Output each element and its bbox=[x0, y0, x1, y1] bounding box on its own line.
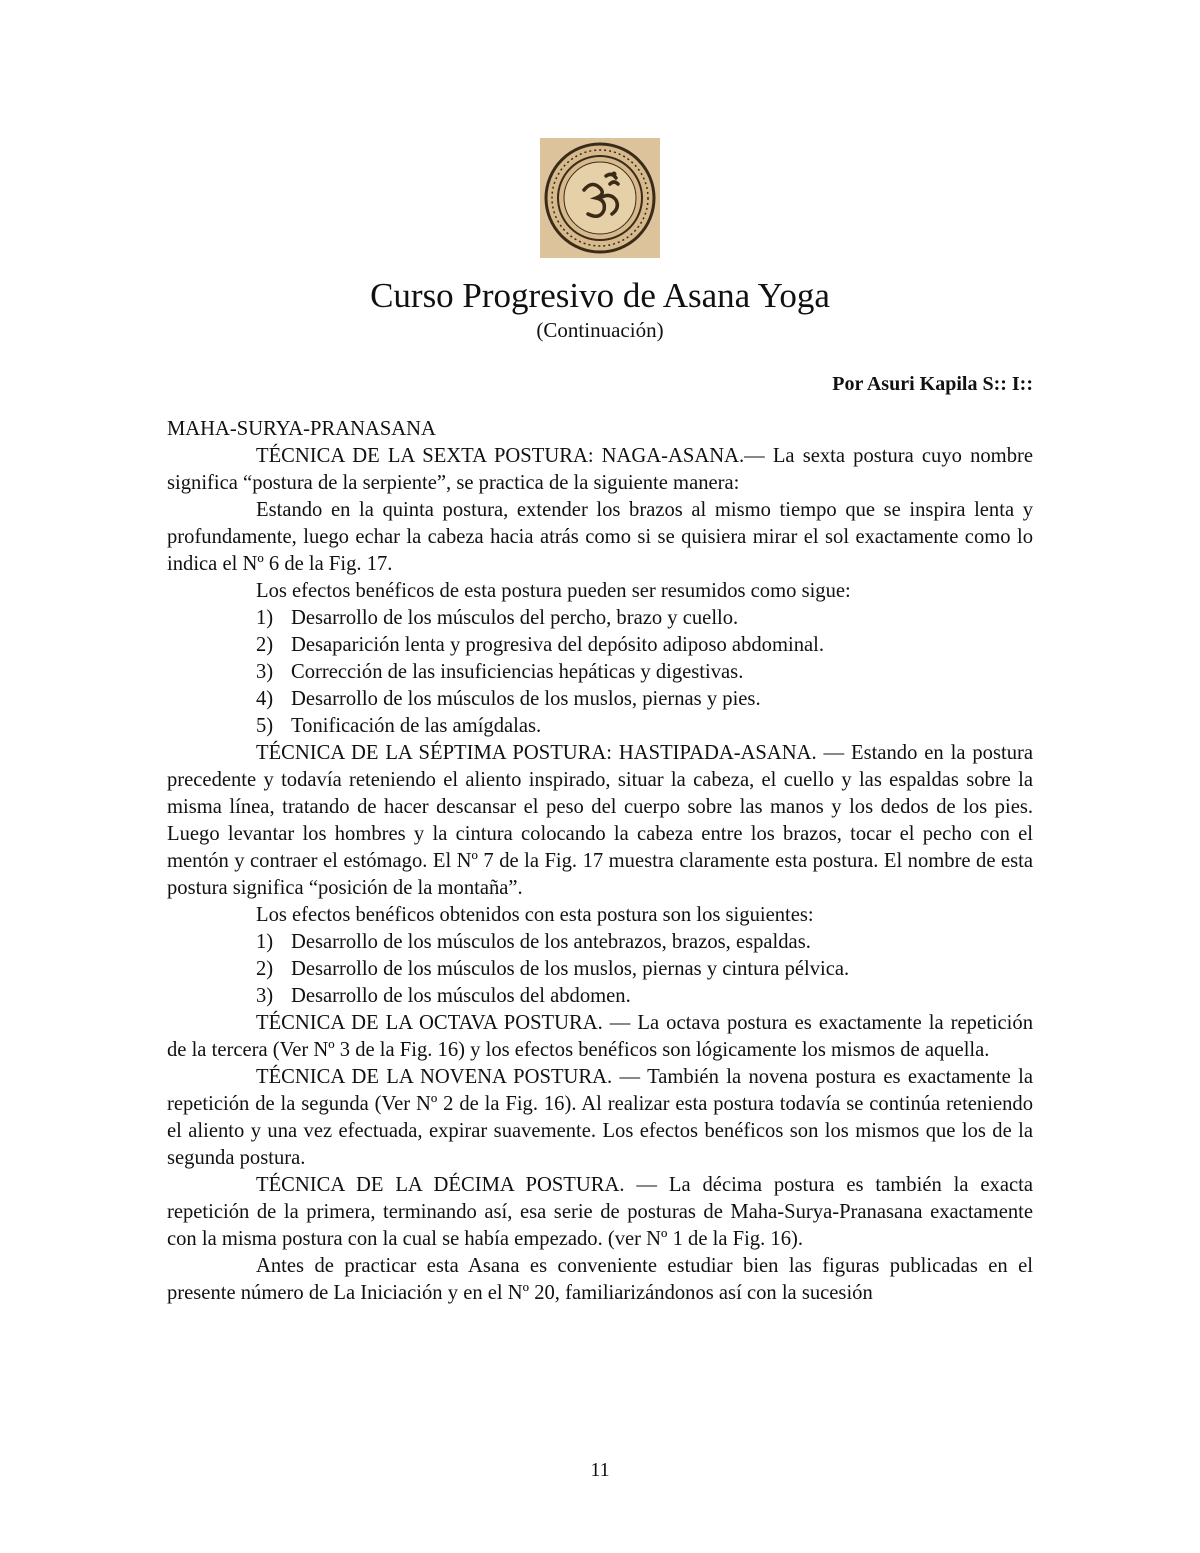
article-body bbox=[167, 416, 1033, 1307]
list-number: 3) bbox=[256, 985, 274, 1007]
author-line: Por Asuri Kapila S:: I:: bbox=[832, 373, 1033, 395]
om-seal-icon bbox=[540, 138, 660, 258]
paragraph: Antes de practicar esta Asana es conveniente estudiar bien las figuras publicadas en el presente número de La Iniciación y en el Nº 20, familiarizándonos así con la sucesión bbox=[167, 1255, 1033, 1304]
list-number: 1) bbox=[256, 931, 274, 953]
list-item bbox=[167, 713, 1033, 740]
list-item bbox=[167, 659, 1033, 686]
list-item bbox=[167, 632, 1033, 659]
list-item bbox=[167, 983, 1033, 1010]
list-item bbox=[167, 956, 1033, 983]
list-number: 5) bbox=[256, 715, 274, 737]
list-text: Desarrollo de los músculos del percho, brazo y cuello. bbox=[291, 607, 739, 629]
paragraph: Estando en la quinta postura, extender los brazos al mismo tiempo que se inspira lenta y profundamente, luego echar la cabeza hacia atrás como si se quisiera mirar el sol exactamente como lo indica el Nº 6 de la Fig. 17. bbox=[167, 499, 1033, 575]
list-number: 1) bbox=[256, 607, 274, 629]
list-text: Desarrollo de los músculos de los muslos, piernas y pies. bbox=[291, 688, 761, 710]
list-text: Desarrollo de los músculos de los antebrazos, brazos, espaldas. bbox=[291, 931, 811, 953]
paragraph: TÉCNICA DE LA SEXTA POSTURA: NAGA-ASANA.— La sexta postura cuyo nombre significa “postura de la serpiente”, se practica de la siguiente manera: bbox=[167, 445, 1033, 494]
list-text: Desarrollo de los músculos del abdomen. bbox=[291, 985, 631, 1007]
paragraph: Los efectos benéficos de esta postura pueden ser resumidos como sigue: bbox=[256, 580, 851, 602]
benefits-list-2 bbox=[167, 929, 1033, 1010]
list-text: Tonificación de las amígdalas. bbox=[291, 715, 542, 737]
paragraph: Los efectos benéficos obtenidos con esta postura son los siguientes: bbox=[256, 904, 814, 926]
paragraph: TÉCNICA DE LA NOVENA POSTURA. — También la novena postura es exactamente la repetición de la segunda (Ver Nº 2 de la Fig. 16). Al realizar esta postura todavía se continúa reteniendo el aliento y una vez efectuada, expirar suavemente. Los efectos benéficos son los mismos que los de la segunda postura. bbox=[167, 1066, 1033, 1169]
list-number: 2) bbox=[256, 958, 274, 980]
document-title: Curso Progresivo de Asana Yoga bbox=[370, 276, 830, 315]
page-number: 11 bbox=[590, 1459, 610, 1481]
list-text: Corrección de las insuficiencias hepáticas y digestivas. bbox=[291, 661, 744, 683]
list-number: 3) bbox=[256, 661, 274, 683]
section-heading: MAHA-SURYA-PRANASANA bbox=[167, 418, 436, 440]
benefits-list-1 bbox=[167, 605, 1033, 740]
list-item bbox=[167, 929, 1033, 956]
paragraph: TÉCNICA DE LA OCTAVA POSTURA. — La octava postura es exactamente la repetición de la tercera (Ver Nº 3 de la Fig. 16) y los efectos benéficos son lógicamente los mismos de aquella. bbox=[167, 1012, 1033, 1061]
list-item bbox=[167, 605, 1033, 632]
list-number: 4) bbox=[256, 688, 274, 710]
paragraph: TÉCNICA DE LA SÉPTIMA POSTURA: HASTIPADA-ASANA. — Estando en la postura precedente y todavía reteniendo el aliento inspirado, situar la cabeza, el cuello y las espaldas sobre la misma línea, tratando de hacer descansar el peso del cuerpo sobre las manos y los dedos de los pies. Luego levantar los hombres y la cintura colocando la cabeza entre los brazos, tocar el pecho con el mentón y contraer el estómago. El Nº 7 de la Fig. 17 muestra claramente esta postura. El nombre de esta postura significa “posición de la montaña”. bbox=[167, 742, 1033, 899]
list-text: Desaparición lenta y progresiva del depósito adiposo abdominal. bbox=[291, 634, 825, 656]
document-subtitle: (Continuación) bbox=[536, 318, 664, 342]
list-text: Desarrollo de los músculos de los muslos, piernas y cintura pélvica. bbox=[291, 958, 850, 980]
paragraph: TÉCNICA DE LA DÉCIMA POSTURA. — La décima postura es también la exacta repetición de la primera, terminando así, esa serie de posturas de Maha-Surya-Pranasana exactamente con la misma postura con la cual se había empezado. (ver Nº 1 de la Fig. 16). bbox=[167, 1174, 1033, 1250]
list-item bbox=[167, 686, 1033, 713]
om-seal-graphic bbox=[540, 138, 660, 258]
list-number: 2) bbox=[256, 634, 274, 656]
